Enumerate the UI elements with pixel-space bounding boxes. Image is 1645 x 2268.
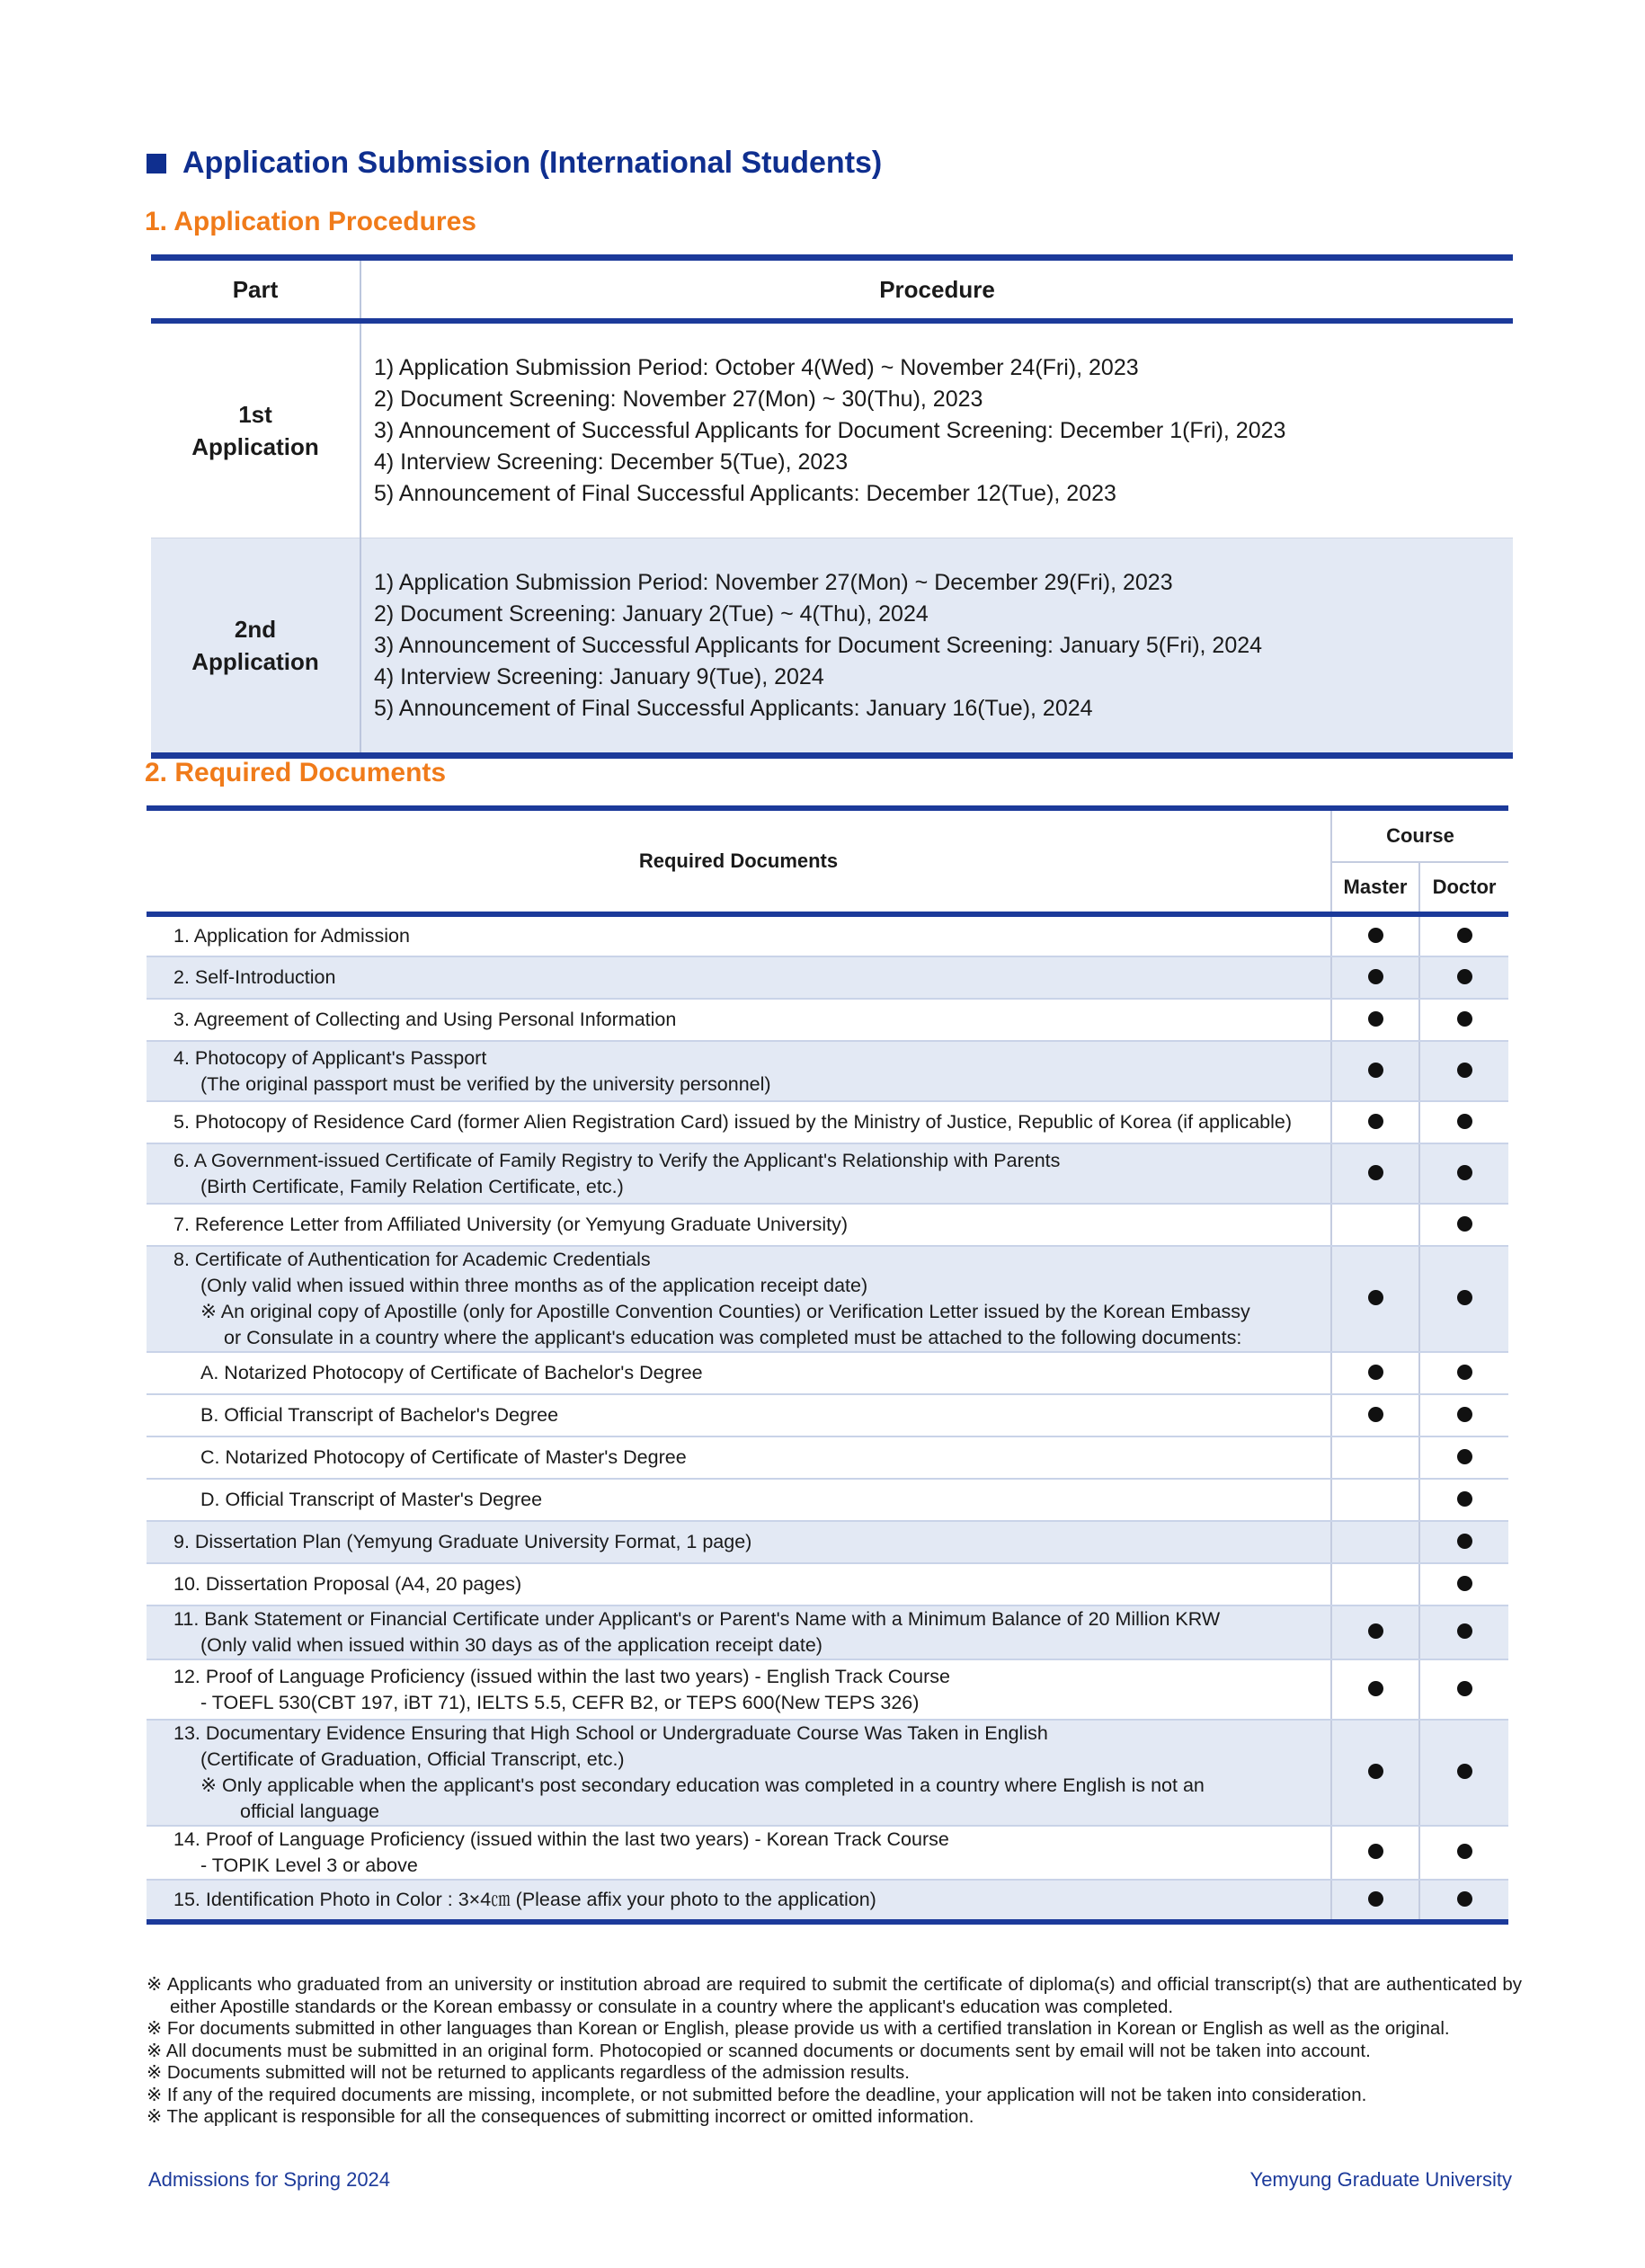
table-row (147, 1246, 1508, 1352)
check-dot-icon (1368, 1063, 1383, 1078)
table-row (151, 538, 1513, 756)
document-text: C. Notarized Photocopy of Certificate of Master's Degree (200, 1446, 687, 1468)
document-text: 9. Dissertation Plan (Yemyung Graduate University Format, 1 page) (173, 1531, 752, 1552)
col-header-procedure: Procedure (360, 258, 1513, 322)
note-item: ※ All documents must be submitted in an original form. Photocopied or scanned documents or documents sent by email will not be taken into account. (147, 2040, 1371, 2061)
doctor-cell (1419, 1204, 1508, 1246)
doctor-cell (1419, 1563, 1508, 1605)
check-dot-icon (1457, 969, 1472, 984)
master-cell (1331, 1659, 1419, 1720)
document-cell (147, 1659, 1331, 1720)
document-note: (Only valid when issued within three months as of the application receipt date) (200, 1275, 868, 1296)
document-cell (147, 1720, 1331, 1826)
master-cell (1331, 1720, 1419, 1826)
master-cell (1331, 1204, 1419, 1246)
master-cell (1331, 914, 1419, 956)
check-dot-icon (1368, 1114, 1383, 1129)
master-cell (1331, 1880, 1419, 1922)
procedure-step: 1) Application Submission Period: October 4(Wed) ~ November 24(Fri), 2023 (374, 354, 1139, 380)
document-cell (147, 1479, 1331, 1521)
master-cell (1331, 1563, 1419, 1605)
title-square-icon (147, 154, 166, 173)
document-note: - TOEFL 530(CBT 197, iBT 71), IELTS 5.5, CEFR B2, or TEPS 600(New TEPS 326) (200, 1691, 920, 1713)
table-row (147, 1436, 1508, 1479)
document-note: official language (240, 1801, 380, 1822)
document-cell (147, 1101, 1331, 1143)
table-row (147, 1204, 1508, 1246)
master-cell (1331, 1041, 1419, 1101)
check-dot-icon (1457, 1165, 1472, 1180)
required-documents-table (147, 805, 1508, 1925)
doctor-cell (1419, 1880, 1508, 1922)
document-text: 8. Certificate of Authentication for Academic Credentials (173, 1249, 651, 1270)
procedure-cell (360, 321, 1513, 538)
document-cell (147, 1563, 1331, 1605)
check-dot-icon (1457, 1011, 1472, 1027)
footer-right: Yemyung Graduate University (1249, 2168, 1512, 2191)
table-row (147, 1101, 1508, 1143)
note-item: ※ Applicants who graduated from an university or institution abroad are required to submit the certificate of diploma(s) and official transcript(s) that are authenticated by either Apostille standards or the Korean embassy or consulate in a country where the applicant's education was completed. (147, 1974, 1522, 2017)
document-cell (147, 1521, 1331, 1563)
procedure-step: 4) Interview Screening: January 9(Tue), 2024 (374, 663, 824, 689)
check-dot-icon (1457, 1449, 1472, 1464)
col-header-course: Course (1331, 808, 1508, 862)
check-dot-icon (1368, 969, 1383, 984)
document-text: 12. Proof of Language Proficiency (issued within the last two years) - English Track Course (173, 1665, 950, 1687)
check-dot-icon (1368, 928, 1383, 943)
document-cell (147, 1204, 1331, 1246)
document-cell (147, 956, 1331, 999)
doctor-cell (1419, 914, 1508, 956)
document-cell (147, 1880, 1331, 1922)
document-cell (147, 1826, 1331, 1880)
master-cell (1331, 956, 1419, 999)
document-text: 5. Photocopy of Residence Card (former Alien Registration Card) issued by the Ministry of Justice, Republic of Korea (if applicable) (173, 1111, 1292, 1133)
part-label: Application (191, 433, 319, 460)
procedure-step: 5) Announcement of Final Successful Applicants: January 16(Tue), 2024 (374, 695, 1093, 721)
document-text: 1. Application for Admission (173, 925, 410, 947)
doctor-cell (1419, 1246, 1508, 1352)
section-heading-procedures: 1. Application Procedures (145, 207, 476, 236)
doctor-cell (1419, 1521, 1508, 1563)
check-dot-icon (1368, 1891, 1383, 1907)
check-dot-icon (1368, 1623, 1383, 1639)
document-cell (147, 1041, 1331, 1101)
procedure-step: 2) Document Screening: January 2(Tue) ~ 4(Thu), 2024 (374, 600, 929, 627)
check-dot-icon (1457, 1114, 1472, 1129)
table-row (147, 1826, 1508, 1880)
document-note: ※ An original copy of Apostille (only for Apostille Convention Counties) or Verification Letter issued by the Korean Embassy (200, 1301, 1250, 1322)
part-cell (151, 538, 360, 756)
table-row (147, 1720, 1508, 1826)
col-header-master: Master (1331, 862, 1419, 914)
check-dot-icon (1457, 1844, 1472, 1859)
doctor-cell (1419, 1659, 1508, 1720)
check-dot-icon (1368, 1290, 1383, 1305)
document-cell (147, 1436, 1331, 1479)
check-dot-icon (1457, 1764, 1472, 1779)
document-note: (Certificate of Graduation, Official Transcript, etc.) (200, 1748, 625, 1770)
document-cell (147, 1605, 1331, 1659)
document-text: 15. Identification Photo in Color : 3×4㎝ (Please affix your photo to the application) (173, 1889, 876, 1910)
procedure-step: 3) Announcement of Successful Applicants for Document Screening: December 1(Fri), 2023 (374, 417, 1286, 443)
procedures-table (151, 254, 1513, 759)
page-title-text: Application Submission (International Students) (182, 146, 883, 180)
document-text: 7. Reference Letter from Affiliated University (or Yemyung Graduate University) (173, 1214, 849, 1235)
table-row (147, 956, 1508, 999)
table-row (147, 1880, 1508, 1922)
document-note: or Consulate in a country where the applicant's education was completed must be attached to the following documents: (224, 1327, 1242, 1348)
doctor-cell (1419, 1479, 1508, 1521)
table-row (147, 914, 1508, 956)
table-row (147, 1521, 1508, 1563)
part-label: Application (191, 648, 319, 675)
check-dot-icon (1457, 1491, 1472, 1507)
doctor-cell (1419, 1394, 1508, 1436)
table-row (147, 1394, 1508, 1436)
check-dot-icon (1368, 1407, 1383, 1422)
doctor-cell (1419, 1101, 1508, 1143)
doctor-cell (1419, 999, 1508, 1041)
check-dot-icon (1368, 1365, 1383, 1380)
doctor-cell (1419, 956, 1508, 999)
procedure-step: 3) Announcement of Successful Applicants for Document Screening: January 5(Fri), 2024 (374, 632, 1263, 658)
document-note: - TOPIK Level 3 or above (200, 1854, 418, 1876)
note-item: ※ Documents submitted will not be returned to applicants regardless of the admission results. (147, 2062, 910, 2083)
document-cell (147, 1394, 1331, 1436)
check-dot-icon (1457, 1576, 1472, 1591)
document-text: 13. Documentary Evidence Ensuring that High School or Undergraduate Course Was Taken in English (173, 1722, 1048, 1744)
document-cell (147, 1352, 1331, 1394)
document-text: B. Official Transcript of Bachelor's Degree (200, 1404, 559, 1426)
document-text: 4. Photocopy of Applicant's Passport (173, 1046, 487, 1069)
doctor-cell (1419, 1436, 1508, 1479)
document-text: 2. Self-Introduction (173, 966, 336, 988)
document-text: 14. Proof of Language Proficiency (issued within the last two years) - Korean Track Course (173, 1828, 949, 1850)
doctor-cell (1419, 1352, 1508, 1394)
procedure-step: 2) Document Screening: November 27(Mon) ~ 30(Thu), 2023 (374, 386, 983, 412)
document-note: (The original passport must be verified by the university personnel) (200, 1072, 771, 1095)
check-dot-icon (1457, 928, 1472, 943)
col-header-required-documents: Required Documents (147, 808, 1331, 914)
document-cell (147, 1143, 1331, 1204)
footer-left: Admissions for Spring 2024 (148, 2168, 391, 2191)
table-row (147, 1659, 1508, 1720)
doctor-cell (1419, 1826, 1508, 1880)
note-item: ※ If any of the required documents are missing, incomplete, or not submitted before the deadline, your application will not be taken into consideration. (147, 2084, 1367, 2105)
check-dot-icon (1457, 1063, 1472, 1078)
notes-section (147, 1974, 1522, 2129)
table-row (147, 1479, 1508, 1521)
check-dot-icon (1368, 1011, 1383, 1027)
document-note: (Only valid when issued within 30 days as of the application receipt date) (200, 1634, 822, 1656)
doctor-cell (1419, 1720, 1508, 1826)
master-cell (1331, 1352, 1419, 1394)
document-cell (147, 914, 1331, 956)
master-cell (1331, 1436, 1419, 1479)
master-cell (1331, 1479, 1419, 1521)
master-cell (1331, 999, 1419, 1041)
check-dot-icon (1457, 1681, 1472, 1696)
document-text: D. Official Transcript of Master's Degree (200, 1489, 543, 1510)
table-row (147, 1563, 1508, 1605)
check-dot-icon (1368, 1844, 1383, 1859)
master-cell (1331, 1521, 1419, 1563)
check-dot-icon (1457, 1216, 1472, 1232)
check-dot-icon (1457, 1407, 1472, 1422)
table-row (147, 1041, 1508, 1101)
check-dot-icon (1457, 1365, 1472, 1380)
procedure-step: 4) Interview Screening: December 5(Tue), 2023 (374, 449, 849, 475)
table-row (147, 999, 1508, 1041)
col-header-doctor: Doctor (1419, 862, 1508, 914)
check-dot-icon (1457, 1891, 1472, 1907)
check-dot-icon (1457, 1290, 1472, 1305)
master-cell (1331, 1605, 1419, 1659)
document-note: (Birth Certificate, Family Relation Certificate, etc.) (200, 1175, 624, 1197)
check-dot-icon (1457, 1534, 1472, 1549)
procedure-cell (360, 538, 1513, 756)
master-cell (1331, 1394, 1419, 1436)
check-dot-icon (1457, 1623, 1472, 1639)
table-row (147, 1143, 1508, 1204)
doctor-cell (1419, 1605, 1508, 1659)
document-text: 6. A Government-issued Certificate of Family Registry to Verify the Applicant's Relationship with Parents (173, 1149, 1061, 1171)
table-row (151, 321, 1513, 538)
note-item: ※ The applicant is responsible for all the consequences of submitting incorrect or omitted information. (147, 2106, 974, 2127)
col-header-part: Part (151, 258, 360, 322)
note-item: ※ For documents submitted in other languages than Korean or English, please provide us with a certified translation in Korean or English as well as the original. (147, 2018, 1450, 2039)
document-note: ※ Only applicable when the applicant's post secondary education was completed in a country where English is not an (200, 1774, 1205, 1796)
document-text: 11. Bank Statement or Financial Certificate under Applicant's or Parent's Name with a Minimum Balance of 20 Million KRW (173, 1608, 1221, 1630)
document-text: 10. Dissertation Proposal (A4, 20 pages) (173, 1573, 522, 1595)
document-text: 3. Agreement of Collecting and Using Personal Information (173, 1009, 677, 1030)
master-cell (1331, 1143, 1419, 1204)
table-row (147, 1605, 1508, 1659)
master-cell (1331, 1246, 1419, 1352)
page-title (147, 146, 882, 181)
doctor-cell (1419, 1041, 1508, 1101)
document-cell (147, 1246, 1331, 1352)
doctor-cell (1419, 1143, 1508, 1204)
document-text: A. Notarized Photocopy of Certificate of Bachelor's Degree (200, 1362, 703, 1383)
master-cell (1331, 1826, 1419, 1880)
part-label: 2nd (234, 616, 277, 643)
part-label: 1st (238, 401, 272, 428)
procedure-step: 5) Announcement of Final Successful Applicants: December 12(Tue), 2023 (374, 480, 1116, 506)
procedure-step: 1) Application Submission Period: November 27(Mon) ~ December 29(Fri), 2023 (374, 569, 1173, 595)
part-cell (151, 321, 360, 538)
check-dot-icon (1368, 1764, 1383, 1779)
check-dot-icon (1368, 1681, 1383, 1696)
check-dot-icon (1368, 1165, 1383, 1180)
table-row (147, 1352, 1508, 1394)
document-cell (147, 999, 1331, 1041)
master-cell (1331, 1101, 1419, 1143)
section-heading-documents: 2. Required Documents (145, 758, 447, 787)
